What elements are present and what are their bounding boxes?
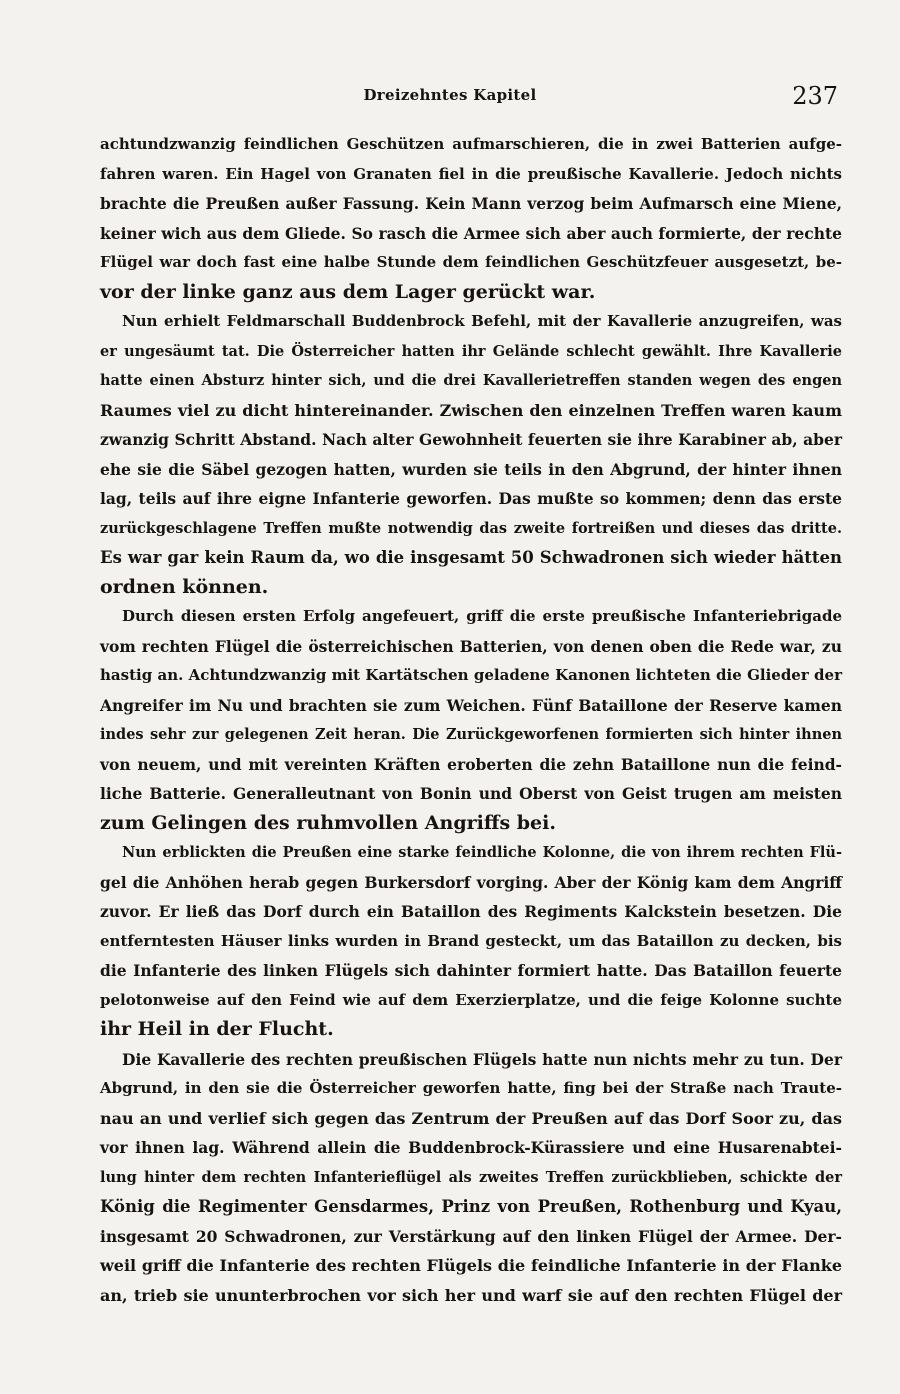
text-line: die Infanterie des linken Flügels sich dahinter formiert hatte. Das Bataillon feuerte <box>100 961 842 980</box>
text-line: liche Batterie. Generalleutnant von Bonin und Oberst von Geist trugen am meisten <box>100 784 842 803</box>
text-line: König die Regimenter Gensdarmes, Prinz von Preußen, Rothenburg und Kyau, <box>100 1197 842 1216</box>
text-line: ehe sie die Säbel gezogen hatten, wurden sie teils in den Abgrund, der hinter ihnen <box>100 459 842 479</box>
text-line: pelotonweise auf den Feind wie auf dem Exerzierplatze, und die feige Kolonne suchte <box>100 990 842 1009</box>
text-line: ordnen können. <box>100 575 269 598</box>
text-line: keiner wich aus dem Gliede. So rasch die Armee sich aber auch formierte, der rechte <box>100 223 842 243</box>
text-line: Nun erblickten die Preußen eine starke feindliche Kolonne, die von ihrem rechten Flü- <box>122 844 842 861</box>
paragraph <box>100 602 842 838</box>
text-line: von neuem, und mit vereinten Kräften eroberten die zehn Bataillone nun die feind- <box>100 754 842 774</box>
text-line: lung hinter dem rechten Infanterieflügel als zweites Treffen zurückblieben, schickte der <box>100 1168 842 1186</box>
text-line: Flügel war doch fast eine halbe Stunde dem feindlichen Geschützfeuer ausgesetzt, be- <box>100 253 842 271</box>
text-line: vor ihnen lag. Während allein die Buddenbrock-Kürassiere und eine Husarenabtei- <box>100 1138 842 1157</box>
paragraph <box>100 307 842 602</box>
text-line: achtundzwanzig feindlichen Geschützen aufmarschieren, die in zwei Batterien aufge- <box>100 135 842 153</box>
text-line: Durch diesen ersten Erfolg angefeuert, griff die erste preußische Infanteriebrigade <box>122 607 842 625</box>
text-line: Abgrund, in den sie die Österreicher geworfen hatte, fing bei der Straße nach Traute- <box>100 1079 842 1097</box>
text-line: Angreifer im Nu und brachten sie zum Weichen. Fünf Bataillone der Reserve kamen <box>100 695 842 715</box>
text-line: Nun erhielt Feldmarschall Buddenbrock Befehl, mit der Kavallerie anzugreifen, was <box>122 312 842 330</box>
text-line: zurückgeschlagene Treffen mußte notwendig das zweite fortreißen und dieses das dritte. <box>100 519 842 537</box>
paragraph <box>100 838 842 1045</box>
text-line: insgesamt 20 Schwadronen, zur Verstärkung auf den linken Flügel der Armee. Der- <box>100 1226 842 1246</box>
text-line: gel die Anhöhen herab gegen Burkersdorf vorging. Aber der König kam dem Angriff <box>100 872 842 892</box>
text-line: indes sehr zur gelegenen Zeit heran. Die Zurückgeworfenen formierten sich hinter ihnen <box>100 726 842 743</box>
text-line: vom rechten Flügel die österreichischen Batterien, von denen oben die Rede war, zu <box>100 636 842 656</box>
text-line: zwanzig Schritt Abstand. Nach alter Gewohnheit feuerten sie ihre Karabiner ab, aber <box>100 430 842 449</box>
text-line: hastig an. Achtundzwanzig mit Kartätschen geladene Kanonen lichteten die Glieder der <box>100 666 842 684</box>
text-line: entferntesten Häuser links wurden in Brand gesteckt, um das Bataillon zu decken, bis <box>100 931 842 950</box>
text-line: lag, teils auf ihre eigne Infanterie geworfen. Das mußte so kommen; denn das erste <box>100 489 842 508</box>
body-text <box>100 130 842 1310</box>
text-line: Es war gar kein Raum da, wo die insgesamt 50 Schwadronen sich wieder hätten <box>100 548 842 567</box>
text-line: vor der linke ganz aus dem Lager gerückt war. <box>100 280 596 303</box>
text-line: weil griff die Infanterie des rechten Flügels die feindliche Infanterie in der Flanke <box>100 1256 842 1275</box>
text-line: an, trieb sie ununterbrochen vor sich her und warf sie auf den rechten Flügel der <box>100 1285 842 1305</box>
paragraph <box>100 130 842 307</box>
page-number: 237 <box>792 82 838 110</box>
text-line: Raumes viel zu dicht hintereinander. Zwischen den einzelnen Treffen waren kaum <box>100 400 842 420</box>
text-line: ihr Heil in der Flucht. <box>100 1018 334 1040</box>
text-line: zuvor. Er ließ das Dorf durch ein Bataillon des Regiments Kalckstein besetzen. Die <box>100 902 842 921</box>
text-line: brachte die Preußen außer Fassung. Kein Mann verzog beim Aufmarsch eine Miene, <box>100 194 842 213</box>
text-line: hatte einen Absturz hinter sich, und die drei Kavallerietreffen standen wegen des engen <box>100 372 842 389</box>
text-line: er ungesäumt tat. Die Österreicher hatten ihr Gelände schlecht gewählt. Ihre Kavallerie <box>100 342 842 360</box>
chapter-title: Dreizehntes Kapitel <box>363 86 537 104</box>
text-line: Die Kavallerie des rechten preußischen Flügels hatte nun nichts mehr zu tun. Der <box>122 1049 842 1069</box>
text-line: fahren waren. Ein Hagel von Granaten fiel in die preußische Kavallerie. Jedoch nichts <box>100 164 842 183</box>
running-head <box>0 84 900 114</box>
text-line: zum Gelingen des ruhmvollen Angriffs bei. <box>100 811 556 834</box>
paragraph <box>100 1045 842 1311</box>
text-line: nau an und verlief sich gegen das Zentrum der Preußen auf das Dorf Soor zu, das <box>100 1108 842 1128</box>
